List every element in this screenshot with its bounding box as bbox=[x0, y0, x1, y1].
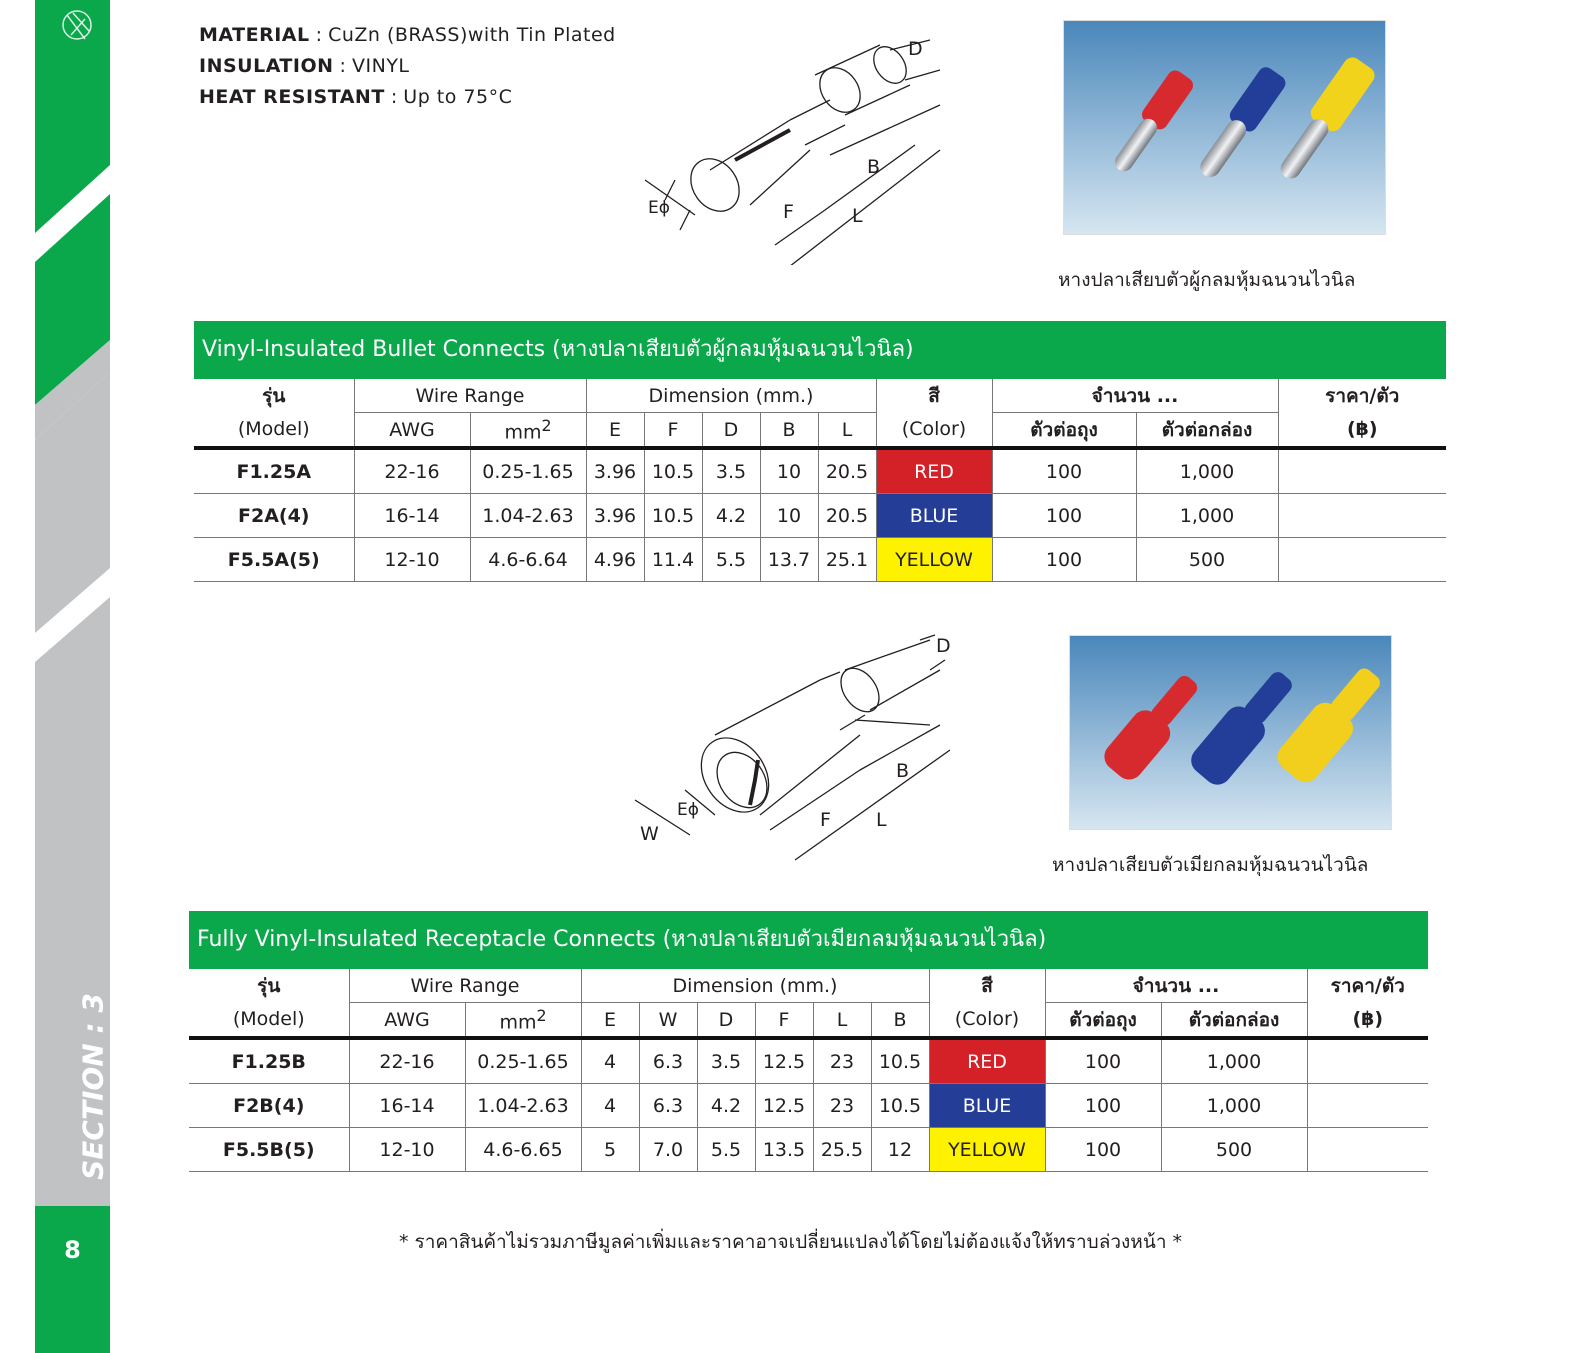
table2-h-price: ราคา/ตัว bbox=[1330, 974, 1405, 997]
page-number: 8 bbox=[64, 1236, 81, 1264]
table1-h-qty: จำนวน ... bbox=[992, 379, 1278, 413]
table-row: F1.25A 22-16 0.25-1.65 3.96 10.5 3.5 10 20.5 RED 100 1,000 bbox=[194, 448, 1446, 494]
table1-h-dim-b: B bbox=[760, 413, 818, 449]
table1-h-bag: ตัวต่อถุง bbox=[992, 413, 1136, 449]
color-cell: YELLOW bbox=[876, 538, 992, 582]
spec-material: MATERIAL : CuZn (BRASS)with Tin Plated bbox=[199, 24, 616, 46]
receptacle-connectors-photo bbox=[1069, 635, 1392, 830]
table-row: F2A(4) 16-14 1.04-2.63 3.96 10.5 4.2 10 20.5 BLUE 100 1,000 bbox=[194, 494, 1446, 538]
table2-h-dim-b: B bbox=[871, 1003, 929, 1039]
bullet-connector-diagram bbox=[640, 35, 960, 265]
table-row: F2B(4) 16-14 1.04-2.63 4 6.3 4.2 12.5 23 10.5 BLUE 100 1,000 bbox=[189, 1084, 1428, 1128]
color-cell: BLUE bbox=[929, 1084, 1045, 1128]
table2-h-dim-w: W bbox=[639, 1003, 697, 1039]
table1-h-color-en: (Color) bbox=[876, 413, 992, 449]
table1-h-wire: Wire Range bbox=[354, 379, 586, 413]
table2-h-mm2: $mm^2$ bbox=[465, 1003, 581, 1039]
table1-h-model-th: รุ่น bbox=[194, 379, 354, 413]
table2-h-dim-d: D bbox=[697, 1003, 755, 1039]
table1-h-mm2: $mm^2$ bbox=[470, 413, 586, 449]
table2-h-baht: (฿) bbox=[1307, 1003, 1428, 1039]
table-row: F1.25B 22-16 0.25-1.65 4 6.3 3.5 12.5 23 10.5 RED 100 1,000 bbox=[189, 1038, 1428, 1084]
dim-label-f: F bbox=[820, 809, 831, 831]
table-row: F5.5B(5) 12-10 4.6-6.65 5 7.0 5.5 13.5 25.5 12 YELLOW 100 500 bbox=[189, 1128, 1428, 1172]
table1-h-dim: Dimension (mm.) bbox=[586, 379, 876, 413]
table2-h-dim-e: E bbox=[581, 1003, 639, 1039]
table1-h-dim-l: L bbox=[818, 413, 876, 449]
table2-h-dim-l: L bbox=[813, 1003, 871, 1039]
dim-label-w: W bbox=[640, 823, 659, 845]
table1-h-baht: (฿) bbox=[1278, 413, 1446, 449]
color-cell: RED bbox=[876, 448, 992, 494]
section-label: SECTION : 3 bbox=[76, 993, 110, 1180]
dim-label-f: F bbox=[783, 201, 794, 223]
table2-h-qty: จำนวน ... bbox=[1045, 969, 1307, 1003]
table2-h-box: ตัวต่อกล่อง bbox=[1161, 1003, 1307, 1039]
table1-h-awg: AWG bbox=[354, 413, 470, 449]
table1-h-box: ตัวต่อกล่อง bbox=[1136, 413, 1278, 449]
dim-label-e: Eϕ bbox=[677, 800, 699, 820]
table2-title: Fully Vinyl-Insulated Receptacle Connects (หางปลาเสียบตัวเมียกลมหุ้มฉนวนไวนิล) bbox=[189, 911, 1428, 969]
spec-list bbox=[199, 20, 616, 113]
table2-h-dim-f: F bbox=[755, 1003, 813, 1039]
dim-label-e: Eϕ bbox=[648, 198, 670, 218]
table1-h-dim-f: F bbox=[644, 413, 702, 449]
dim-label-b: B bbox=[896, 760, 910, 782]
table2-h-dim: Dimension (mm.) bbox=[581, 969, 929, 1003]
spec-insulation: INSULATION : VINYL bbox=[199, 55, 410, 77]
table2-h-model-th: รุ่น bbox=[189, 969, 349, 1003]
receptacle-connects-table bbox=[189, 911, 1428, 1172]
photo1-caption: หางปลาเสียบตัวผู้กลมหุ้มฉนวนไวนิล bbox=[1058, 269, 1356, 291]
color-cell: YELLOW bbox=[929, 1128, 1045, 1172]
table1-h-dim-d: D bbox=[702, 413, 760, 449]
table1-h-dim-e: E bbox=[586, 413, 644, 449]
bullet-connects-table bbox=[194, 321, 1446, 582]
dim-label-d: D bbox=[936, 635, 951, 657]
table2-h-bag: ตัวต่อถุง bbox=[1045, 1003, 1161, 1039]
color-cell: BLUE bbox=[876, 494, 992, 538]
table-row: F5.5A(5) 12-10 4.6-6.64 4.96 11.4 5.5 13.7 25.1 YELLOW 100 500 bbox=[194, 538, 1446, 582]
spec-heat: HEAT RESISTANT : Up to 75°C bbox=[199, 86, 513, 108]
photo2-caption: หางปลาเสียบตัวเมียกลมหุ้มฉนวนไวนิล bbox=[1052, 854, 1369, 876]
price-disclaimer: * ราคาสินค้าไม่รวมภาษีมูลค่าเพิ่มและราคาอาจเปลี่ยนแปลงได้โดยไม่ต้องแจ้งให้ทราบล่วงหน้า * bbox=[398, 1231, 1183, 1253]
table2-h-wire: Wire Range bbox=[349, 969, 581, 1003]
table2-h-color-th: สี bbox=[929, 969, 1045, 1003]
bullet-connectors-photo bbox=[1063, 20, 1386, 235]
dim-label-d: D bbox=[908, 38, 923, 60]
table1-h-price: ราคา/ตัว bbox=[1325, 384, 1400, 407]
table1-h-model-en: (Model) bbox=[194, 413, 354, 449]
receptacle-connector-diagram bbox=[630, 630, 960, 865]
table1-title: Vinyl-Insulated Bullet Connects (หางปลาเสียบตัวผู้กลมหุ้มฉนวนไวนิล) bbox=[194, 321, 1446, 379]
color-cell: RED bbox=[929, 1038, 1045, 1084]
dim-label-b: B bbox=[867, 156, 881, 178]
table2-h-awg: AWG bbox=[349, 1003, 465, 1039]
dim-label-l: L bbox=[852, 205, 863, 227]
dim-label-l: L bbox=[876, 809, 887, 831]
table2-h-color-en: (Color) bbox=[929, 1003, 1045, 1039]
table1-h-color-th: สี bbox=[876, 379, 992, 413]
table2-h-model-en: (Model) bbox=[189, 1003, 349, 1039]
